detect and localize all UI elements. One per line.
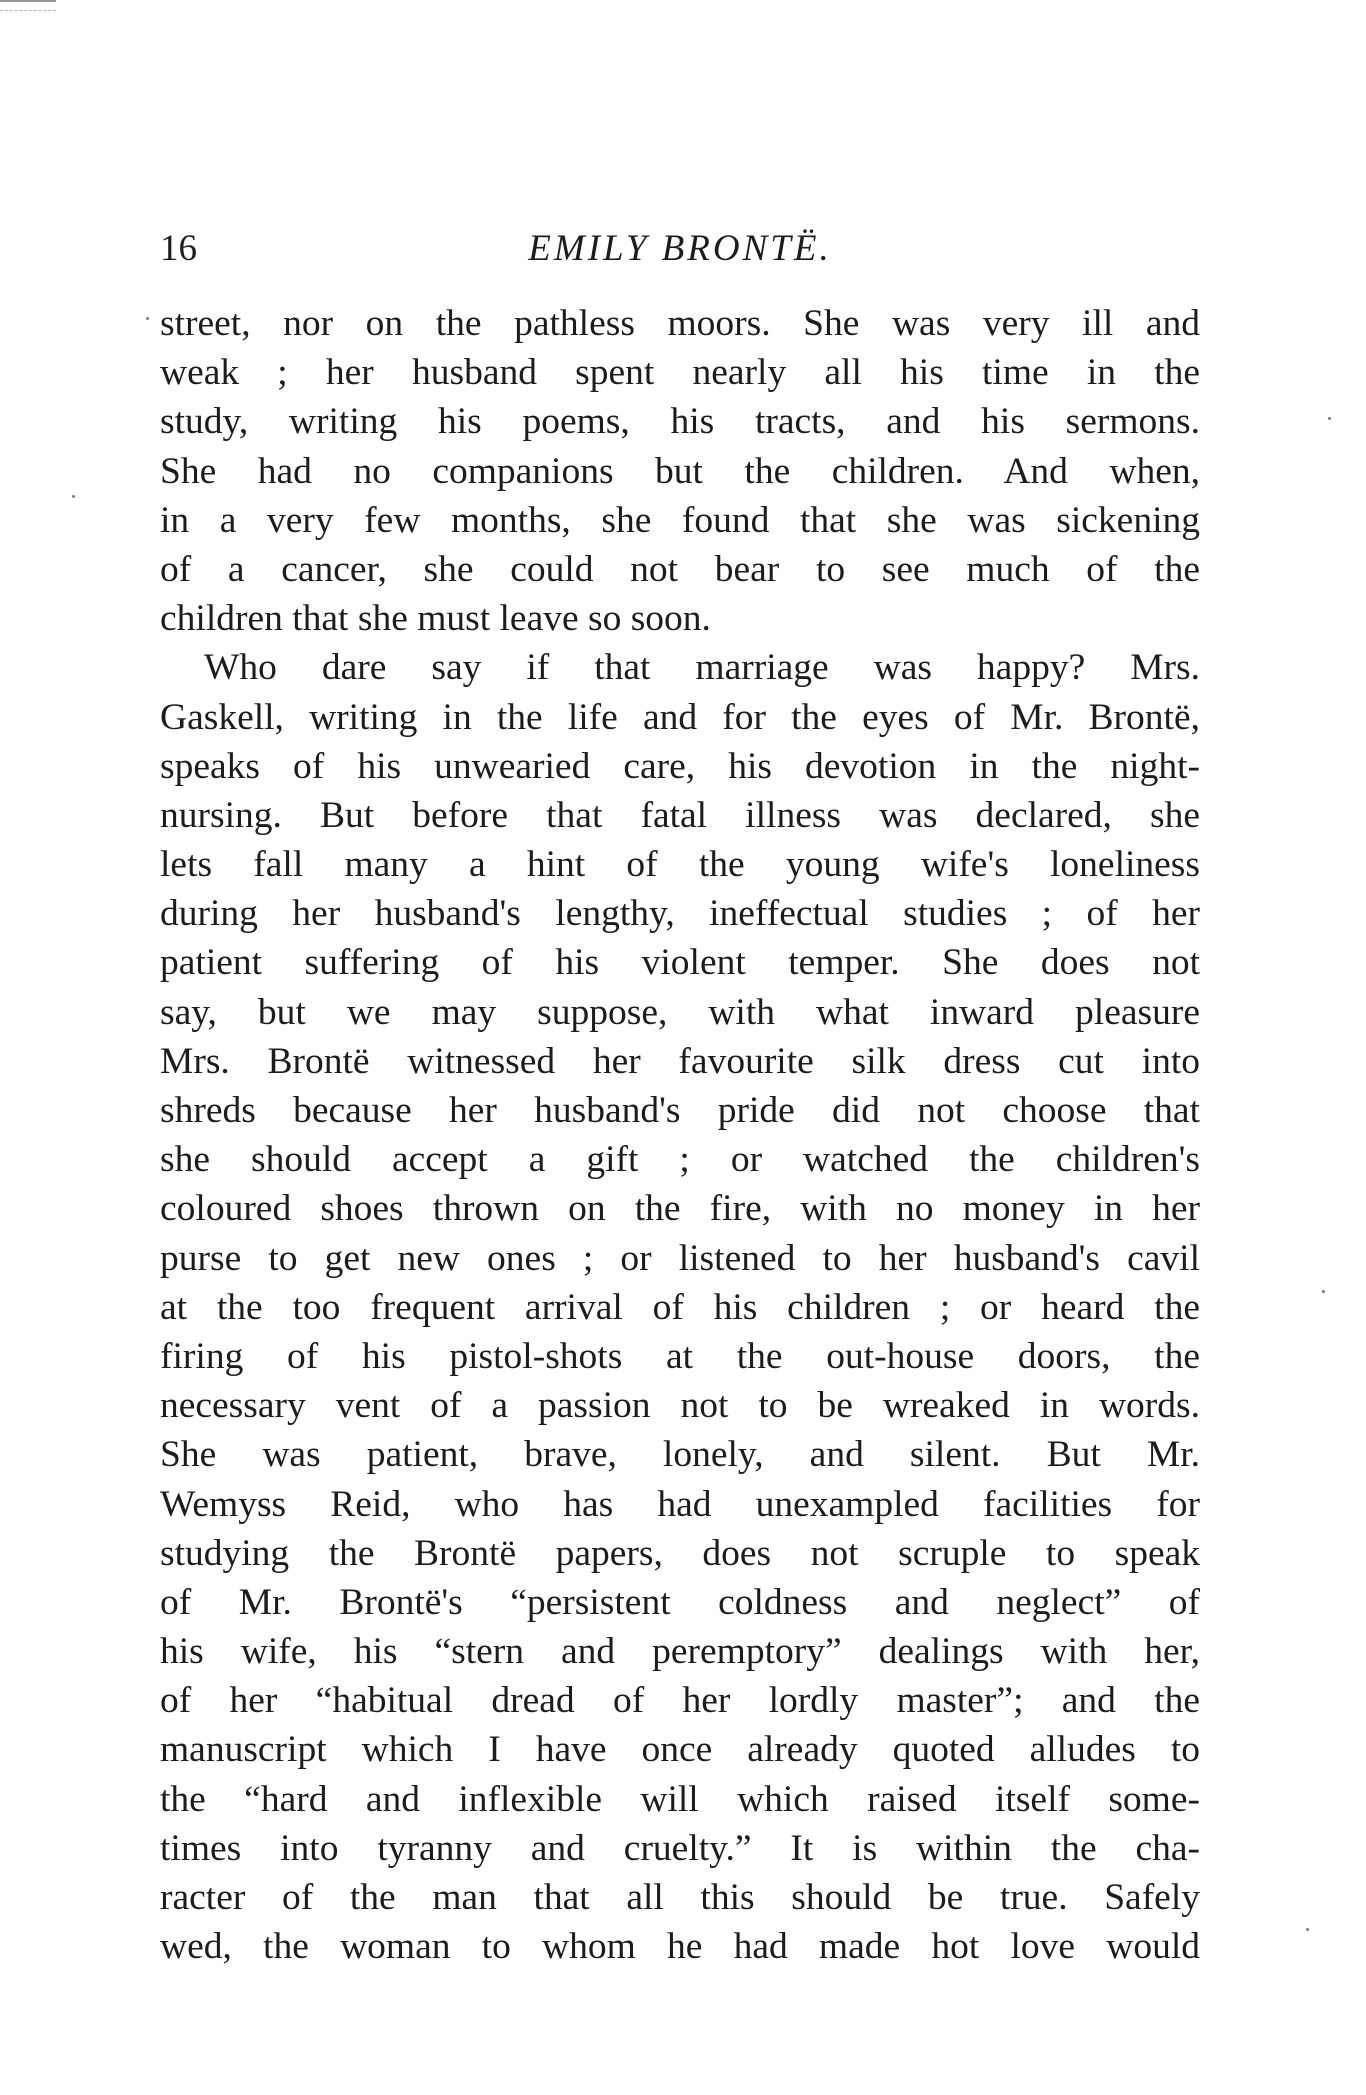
text-line: studying the Brontë papers, does not scruple to speak — [160, 1532, 1200, 1574]
text-line: coloured shoes thrown on the fire, with no money in her — [160, 1188, 1200, 1230]
text-line: Mrs. Brontë witnessed her favourite silk dress cut into — [160, 1040, 1200, 1082]
text-line: during her husband's lengthy, ineffectual studies ; of her — [160, 893, 1200, 935]
text-line: She was patient, brave, lonely, and silent. But Mr. — [160, 1434, 1200, 1476]
text-line: she should accept a gift ; or watched the children's — [160, 1139, 1200, 1181]
text-line: in a very few months, she found that she was sickening — [160, 499, 1200, 541]
text-line: Gaskell, writing in the life and for the eyes of Mr. Brontë, — [160, 696, 1200, 738]
scan-speck — [1328, 417, 1331, 420]
scan-speck — [72, 495, 75, 498]
text-line: times into tyranny and cruelty.” It is within the cha- — [160, 1827, 1200, 1869]
text-line: nursing. But before that fatal illness was declared, she — [160, 794, 1200, 836]
text-line: street, nor on the pathless moors. She was very ill and — [160, 303, 1200, 344]
book-page — [160, 222, 1200, 1971]
text-line: say, but we may suppose, with what inward pleasure — [160, 991, 1200, 1033]
text-line: She had no companions but the children. And when, — [160, 450, 1200, 492]
scan-speck — [1306, 1928, 1309, 1931]
page-number: 16 — [160, 228, 197, 269]
text-line: speaks of his unwearied care, his devotion in the night- — [160, 745, 1200, 787]
text-line: study, writing his poems, his tracts, and his sermons. — [160, 401, 1200, 443]
text-line: weak ; her husband spent nearly all his time in the — [160, 352, 1200, 394]
text-line: wed, the woman to whom he had made hot love would — [160, 1926, 1200, 1968]
text-line: patient suffering of his violent temper. She does not — [160, 942, 1200, 984]
text-line: of her “habitual dread of her lordly master”; and the — [160, 1680, 1200, 1722]
text-line: at the too frequent arrival of his children ; or heard the — [160, 1286, 1200, 1328]
text-line: purse to get new ones ; or listened to her husband's cavil — [160, 1237, 1200, 1279]
scan-speck — [146, 317, 149, 320]
text-line: his wife, his “stern and peremptory” dealings with her, — [160, 1631, 1200, 1673]
text-line: racter of the man that all this should be true. Safely — [160, 1877, 1200, 1918]
text-line: shreds because her husband's pride did not choose that — [160, 1090, 1200, 1131]
text-line: of Mr. Brontë's “persistent coldness and neglect” of — [160, 1581, 1200, 1623]
paragraph-start-line: Who dare say if that marriage was happy? Mrs. — [204, 647, 1200, 689]
running-head — [160, 222, 1200, 276]
running-title: EMILY BRONTË. — [528, 228, 832, 269]
text-line: Wemyss Reid, who has had unexampled facilities for — [160, 1483, 1200, 1525]
text-line: children that she must leave so soon. — [160, 598, 711, 640]
body-text — [160, 299, 1200, 1971]
scan-corner-mark — [0, 0, 56, 11]
text-line: firing of his pistol-shots at the out-house doors, the — [160, 1335, 1200, 1377]
text-line: of a cancer, she could not bear to see much of the — [160, 548, 1200, 590]
scan-speck — [1322, 1290, 1325, 1293]
text-line: manuscript which I have once already quoted alludes to — [160, 1729, 1200, 1771]
text-line: necessary vent of a passion not to be wreaked in words. — [160, 1385, 1200, 1427]
text-line: the “hard and inflexible will which raised itself some- — [160, 1778, 1200, 1820]
text-line: lets fall many a hint of the young wife's loneliness — [160, 844, 1200, 886]
